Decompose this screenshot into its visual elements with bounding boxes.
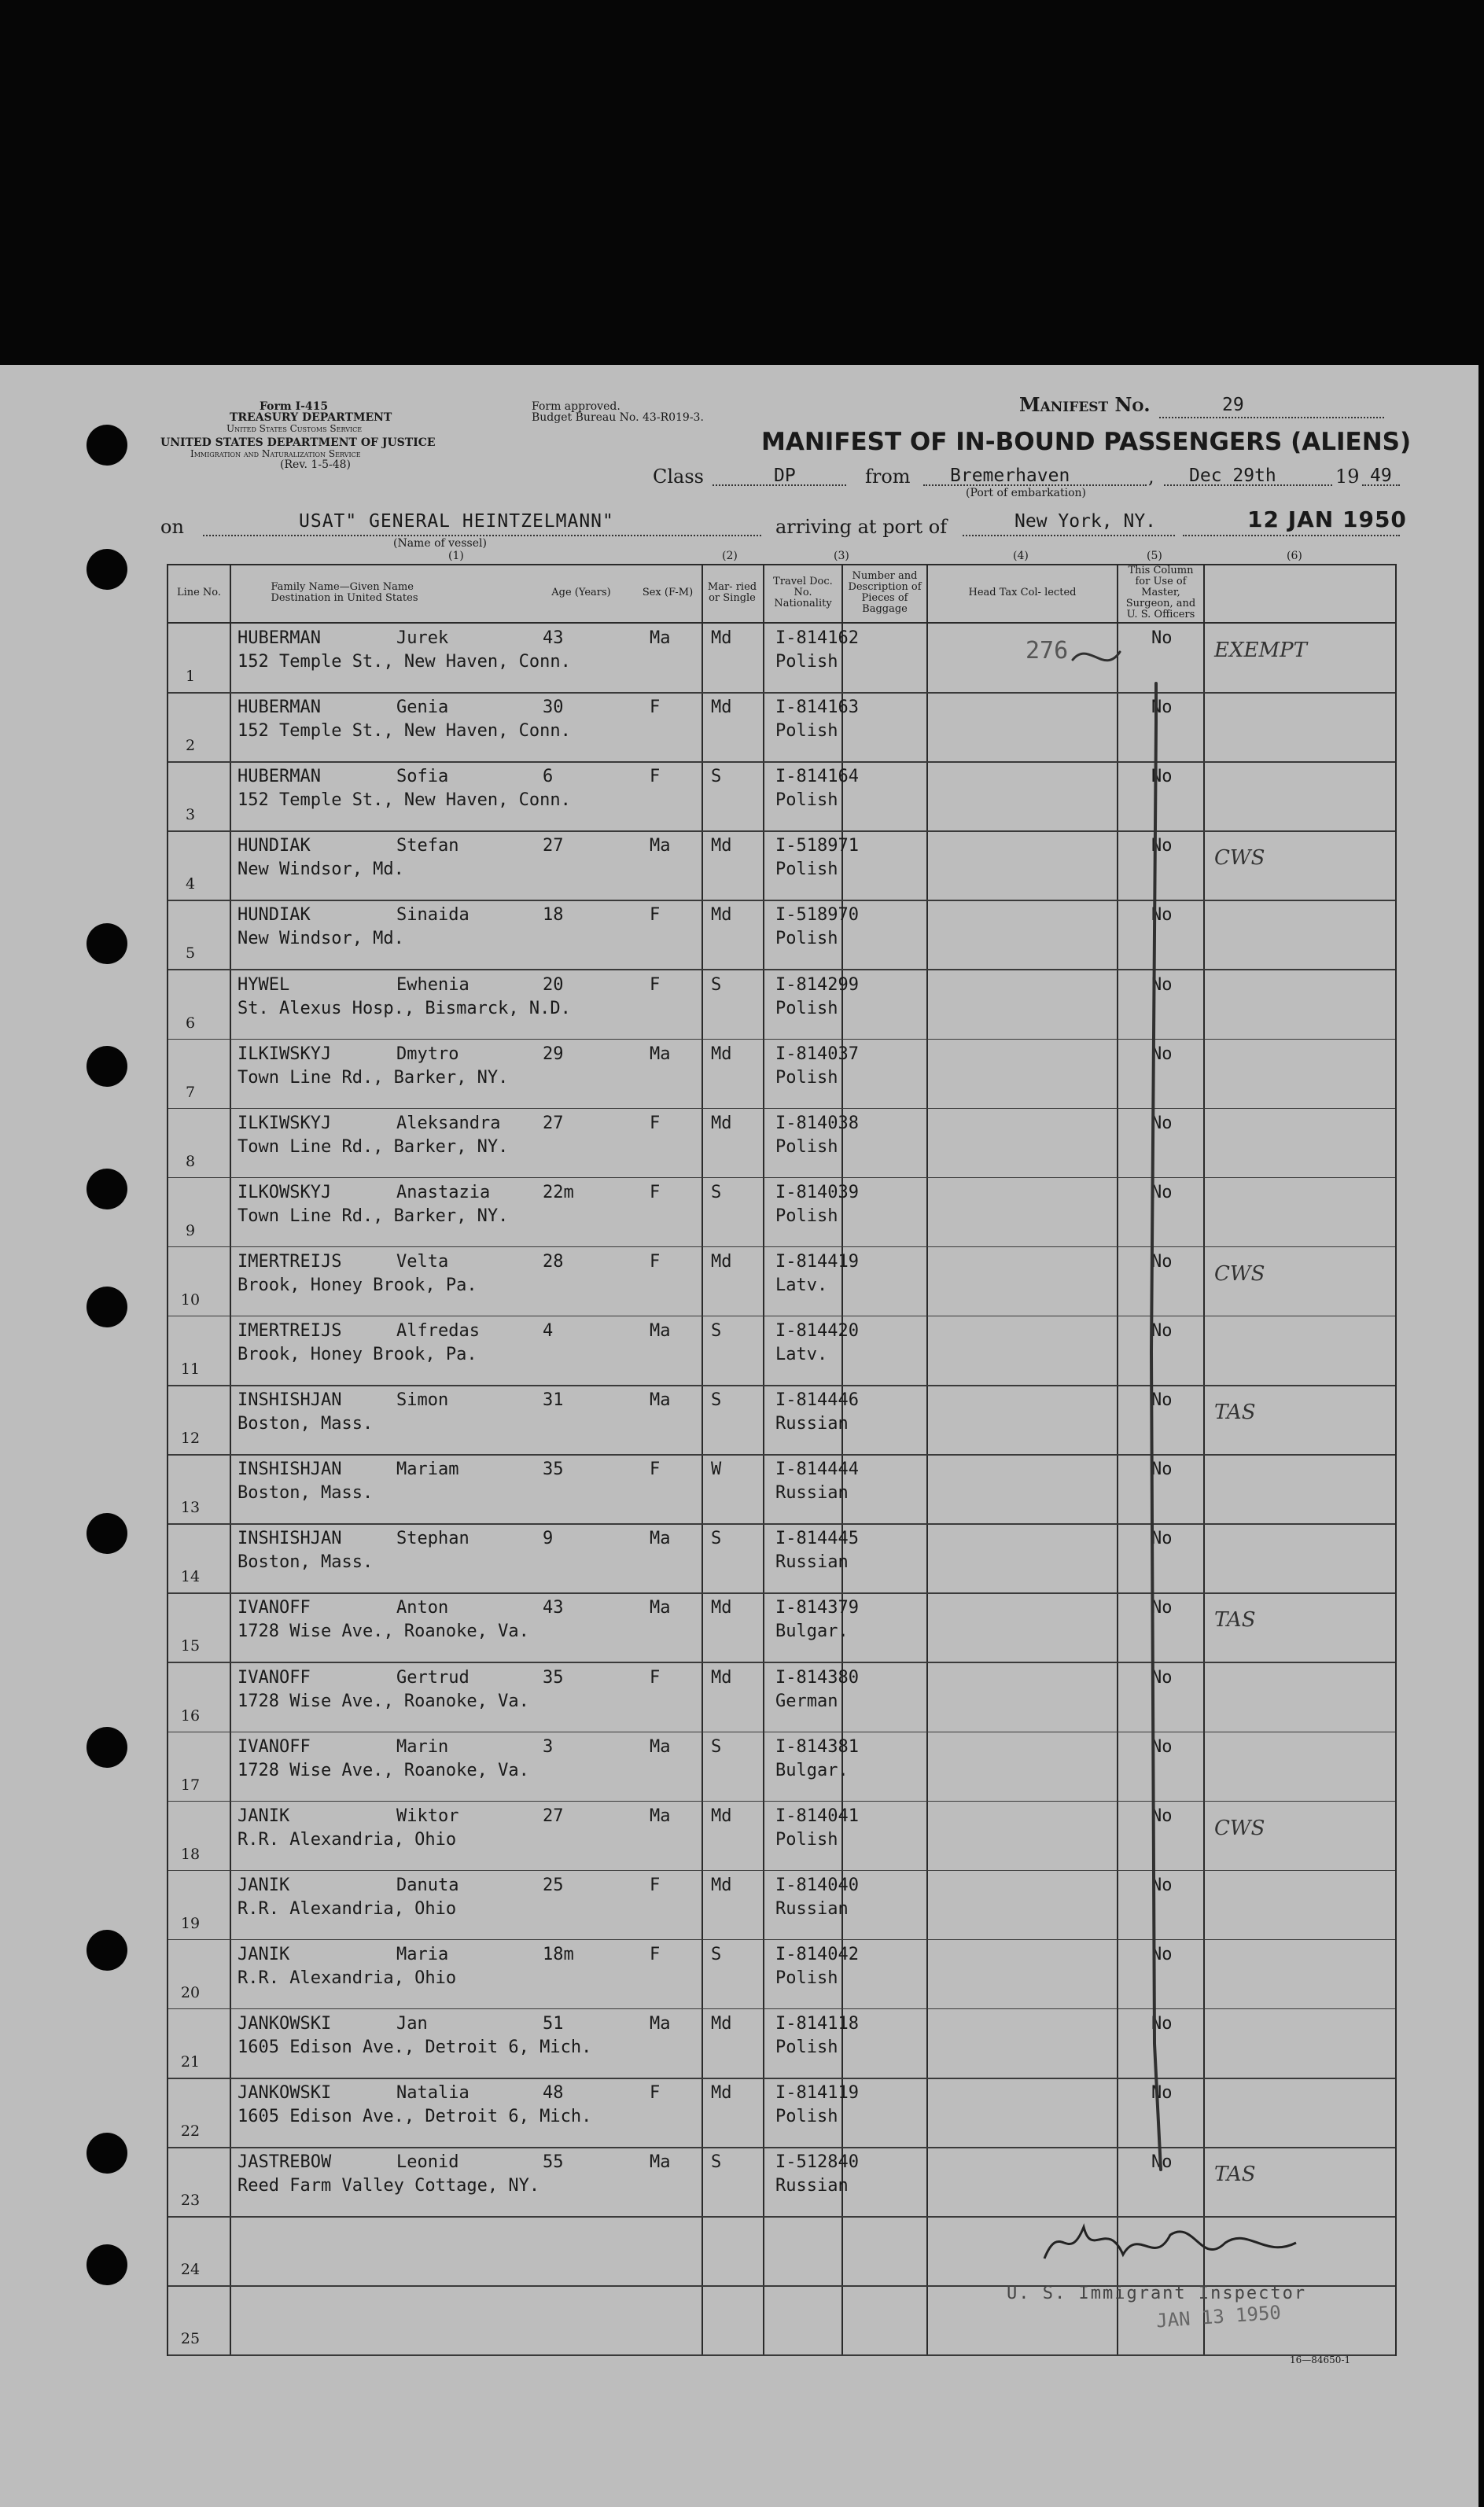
inspection-stamp: JAN 13 1950 xyxy=(1155,2301,1282,2332)
given-name: Marin xyxy=(396,1736,449,1757)
line-number: 12 xyxy=(180,1430,201,1448)
age-value: 55 xyxy=(543,2152,564,2173)
given-name: Mariam xyxy=(396,1460,459,1480)
travel-doc-number: I-814446 xyxy=(775,1390,859,1411)
given-name: Velta xyxy=(396,1251,449,1272)
given-name: Gertrud xyxy=(396,1667,470,1688)
marital-status: Md xyxy=(711,1044,732,1064)
marital-status: S xyxy=(711,974,722,995)
family-name: HUNDIAK xyxy=(238,905,311,926)
destination: St. Alexus Hosp., Bismarck, N.D. xyxy=(238,998,571,1018)
age-value: 27 xyxy=(543,1113,564,1133)
family-name: JANIK xyxy=(238,1806,290,1826)
header-married: Mar- ried or Single xyxy=(707,581,757,604)
family-name: IVANOFF xyxy=(238,1598,311,1618)
form-approved: Form approved. xyxy=(532,400,620,413)
age-value: 25 xyxy=(543,1875,564,1895)
tax-collected: No xyxy=(1151,698,1173,718)
travel-doc-number: I-814037 xyxy=(775,1044,859,1064)
age-value: 4 xyxy=(543,1321,554,1341)
age-value: 29 xyxy=(543,1044,564,1064)
marital-status: Md xyxy=(711,2083,732,2104)
given-name: Jan xyxy=(396,2014,428,2034)
sex-value: Ma xyxy=(650,2014,671,2034)
handwritten-marks xyxy=(168,565,1395,2354)
col-number: (1) xyxy=(448,550,464,562)
travel-doc-number: I-512840 xyxy=(775,2152,859,2173)
given-name: Stephan xyxy=(396,1529,470,1549)
sex-value: Ma xyxy=(650,1598,671,1618)
passenger-table xyxy=(167,564,1397,2356)
tax-collected: No xyxy=(1151,1182,1173,1202)
age-value: 31 xyxy=(543,1390,564,1411)
destination: New Windsor, Md. xyxy=(238,860,404,880)
given-name: Dmytro xyxy=(396,1044,459,1064)
tax-collected: No xyxy=(1151,905,1173,926)
sex-value: F xyxy=(650,974,661,995)
year-prefix: 19 xyxy=(1335,466,1360,488)
justice-department: UNITED STATES DEPARTMENT OF JUSTICE xyxy=(160,436,436,449)
age-value: 3 xyxy=(543,1736,554,1757)
family-name: HUNDIAK xyxy=(238,836,311,856)
header-baggage: Number and Description of Pieces of Baggage xyxy=(848,570,922,615)
travel-doc-number: I-814419 xyxy=(775,1251,859,1272)
line-number: 17 xyxy=(180,1776,201,1794)
age-value: 18m xyxy=(543,1944,574,1964)
line-number: 7 xyxy=(185,1083,196,1101)
destination: Town Line Rd., Barker, NY. xyxy=(238,1067,509,1088)
nationality: Polish xyxy=(775,998,838,1018)
age-value: 43 xyxy=(543,628,564,648)
nationality: Latv. xyxy=(775,1345,828,1364)
budget-number: Budget Bureau No. 43-R019-3. xyxy=(532,411,704,424)
travel-doc-number: I-814381 xyxy=(775,1736,859,1757)
manifest-label: Manifest No. xyxy=(1019,393,1151,416)
travel-doc-number: I-814445 xyxy=(775,1529,859,1549)
destination: Boston, Mass. xyxy=(238,1552,374,1573)
line-number: 16 xyxy=(180,1706,201,1725)
col-number: (5) xyxy=(1147,550,1162,562)
punch-hole xyxy=(87,1930,127,1971)
line-number: 1 xyxy=(185,668,196,685)
manifest-number: 29 xyxy=(1222,395,1244,415)
family-name: HUBERMAN xyxy=(238,767,321,787)
tax-collected: No xyxy=(1151,1806,1173,1826)
line-number: 8 xyxy=(185,1152,196,1170)
age-value: 27 xyxy=(543,836,564,856)
given-name: Jurek xyxy=(396,628,449,648)
punch-hole xyxy=(87,549,127,590)
travel-doc-number: I-814119 xyxy=(775,2083,859,2104)
marital-status: S xyxy=(711,1321,722,1341)
travel-doc-number: I-814038 xyxy=(775,1113,859,1133)
header-travel: Travel Doc. No. Nationality xyxy=(773,576,833,609)
departure-year: 49 xyxy=(1370,466,1392,486)
header-officers: This Column for Use of Master, Surgeon, and U. S. Officers xyxy=(1125,565,1196,620)
line-number: 6 xyxy=(185,1014,196,1032)
destination: 1728 Wise Ave., Roanoke, Va. xyxy=(238,1760,529,1780)
sex-value: F xyxy=(650,1251,661,1272)
travel-doc-number: I-814163 xyxy=(775,698,859,718)
officer-note: CWS xyxy=(1214,1261,1265,1286)
destination: 152 Temple St., New Haven, Conn. xyxy=(238,790,571,811)
vessel-name: USAT" GENERAL HEINTZELMANN" xyxy=(299,511,614,532)
family-name: INSHISHJAN xyxy=(238,1529,342,1549)
header-tax: Head Tax Col- lected xyxy=(968,587,1077,598)
marital-status: S xyxy=(711,1182,722,1202)
tax-collected: No xyxy=(1151,1390,1173,1411)
line-number: 21 xyxy=(180,2053,201,2071)
travel-doc-number: I-814041 xyxy=(775,1806,859,1826)
marital-status: Md xyxy=(711,1667,732,1688)
arriving-label: arriving at port of xyxy=(775,516,948,538)
age-value: 20 xyxy=(543,974,564,995)
given-name: Danuta xyxy=(396,1875,459,1895)
form-revision: (Rev. 1-5-48) xyxy=(280,458,351,471)
family-name: INSHISHJAN xyxy=(238,1460,342,1480)
punch-hole xyxy=(87,2133,127,2174)
line-number: 2 xyxy=(185,737,196,755)
marital-status: Md xyxy=(711,1251,732,1272)
sex-value: Ma xyxy=(650,1390,671,1411)
sex-value: F xyxy=(650,767,661,787)
given-name: Alfredas xyxy=(396,1321,480,1341)
destination: Boston, Mass. xyxy=(238,1483,374,1504)
vessel-note: (Name of vessel) xyxy=(393,537,487,550)
line-number: 9 xyxy=(185,1221,196,1239)
nationality: Polish xyxy=(775,929,838,949)
tax-collected: No xyxy=(1151,1460,1173,1480)
family-name: IVANOFF xyxy=(238,1667,311,1688)
nationality: Polish xyxy=(775,1067,838,1088)
destination: 1605 Edison Ave., Detroit 6, Mich. xyxy=(238,2107,592,2127)
class-label: Class xyxy=(653,466,704,488)
customs-service: United States Customs Service xyxy=(226,423,363,434)
tax-collected: No xyxy=(1151,2014,1173,2034)
destination: R.R. Alexandria, Ohio xyxy=(238,1829,457,1850)
col-number: (3) xyxy=(834,550,849,562)
given-name: Stefan xyxy=(396,836,459,856)
nationality: Polish xyxy=(775,1206,838,1226)
tax-collected: No xyxy=(1151,836,1173,856)
age-value: 18 xyxy=(543,905,564,926)
officer-note: TAS xyxy=(1214,1401,1256,1425)
given-name: Ewhenia xyxy=(396,974,470,995)
line-number: 22 xyxy=(180,2122,201,2141)
tax-collected: No xyxy=(1151,1736,1173,1757)
line-number: 11 xyxy=(180,1360,201,1378)
nationality: Russian xyxy=(775,2176,849,2196)
travel-doc-number: I-814040 xyxy=(775,1875,859,1895)
nationality: Polish xyxy=(775,2038,838,2057)
punch-hole xyxy=(87,1513,127,1554)
destination: Brook, Honey Brook, Pa. xyxy=(238,1345,477,1364)
header-sex: Sex (F-M) xyxy=(642,587,694,598)
embarkation-note: (Port of embarkation) xyxy=(966,487,1086,499)
family-name: HUBERMAN xyxy=(238,698,321,718)
line-number: 5 xyxy=(185,944,196,963)
line-number: 24 xyxy=(180,2261,201,2279)
line-number: 4 xyxy=(185,875,196,893)
sex-value: F xyxy=(650,1182,661,1202)
destination: 1728 Wise Ave., Roanoke, Va. xyxy=(238,1622,529,1642)
sex-value: F xyxy=(650,2083,661,2104)
sex-value: Ma xyxy=(650,1806,671,1826)
line-number: 19 xyxy=(180,1914,201,1932)
sex-value: F xyxy=(650,1667,661,1688)
given-name: Anastazia xyxy=(396,1182,491,1202)
family-name: JANKOWSKI xyxy=(238,2083,332,2104)
family-name: JASTREBOW xyxy=(238,2152,332,2173)
marital-status: S xyxy=(711,1944,722,1964)
marital-status: Md xyxy=(711,1113,732,1133)
sex-value: Ma xyxy=(650,628,671,648)
given-name: Maria xyxy=(396,1944,449,1964)
ins-service: Immigration and Naturalization Service xyxy=(190,448,361,459)
marital-status: S xyxy=(711,767,722,787)
age-value: 35 xyxy=(543,1667,564,1688)
sex-value: F xyxy=(650,1944,661,1964)
col-number: (6) xyxy=(1287,550,1302,562)
family-name: JANIK xyxy=(238,1944,290,1964)
age-value: 22m xyxy=(543,1182,574,1202)
sex-value: F xyxy=(650,1113,661,1133)
travel-doc-number: I-814042 xyxy=(775,1944,859,1964)
marital-status: S xyxy=(711,2152,722,2173)
officer-note: EXEMPT xyxy=(1214,639,1307,662)
marital-status: Md xyxy=(711,1598,732,1618)
sex-value: Ma xyxy=(650,1529,671,1549)
from-label: from xyxy=(865,466,911,488)
age-value: 28 xyxy=(543,1251,564,1272)
destination: Town Line Rd., Barker, NY. xyxy=(238,1136,509,1157)
given-name: Simon xyxy=(396,1390,449,1411)
sex-value: Ma xyxy=(650,836,671,856)
arrival-port: New York, NY. xyxy=(1014,511,1157,532)
nationality: Bulgar. xyxy=(775,1622,849,1642)
tax-collected: No xyxy=(1151,1598,1173,1618)
family-name: ILKIWSKYJ xyxy=(238,1044,332,1064)
manifest-underline xyxy=(1159,417,1384,418)
marital-status: Md xyxy=(711,698,732,718)
travel-doc-number: I-518971 xyxy=(775,836,859,856)
nationality: Polish xyxy=(775,1968,838,1988)
sex-value: Ma xyxy=(650,1044,671,1064)
col-number: (2) xyxy=(722,550,738,562)
line-number: 15 xyxy=(180,1637,201,1655)
marital-status: Md xyxy=(711,628,732,648)
punch-hole xyxy=(87,1727,127,1768)
family-name: JANIK xyxy=(238,1875,290,1895)
family-name: HUBERMAN xyxy=(238,628,321,648)
sex-value: Ma xyxy=(650,1321,671,1341)
tax-collected: No xyxy=(1151,1667,1173,1688)
inspector-signature xyxy=(1037,2211,1367,2282)
arrival-date-stamp: 12 JAN 1950 xyxy=(1247,506,1407,532)
nationality: German xyxy=(775,1691,838,1711)
family-name: ILKIWSKYJ xyxy=(238,1113,332,1133)
sex-value: F xyxy=(650,1875,661,1895)
nationality: Polish xyxy=(775,860,838,880)
officer-note: TAS xyxy=(1214,2163,1256,2187)
family-name: IMERTREIJS xyxy=(238,1251,342,1272)
marital-status: W xyxy=(711,1460,722,1480)
header-age: Age (Years) xyxy=(551,587,611,598)
family-name: ILKOWSKYJ xyxy=(238,1182,332,1202)
given-name: Anton xyxy=(396,1598,449,1618)
age-value: 48 xyxy=(543,2083,564,2104)
line-number: 13 xyxy=(180,1499,201,1517)
tax-collected: No xyxy=(1151,1875,1173,1895)
tax-collected: No xyxy=(1151,2083,1173,2104)
travel-doc-number: I-814039 xyxy=(775,1182,859,1202)
destination: Town Line Rd., Barker, NY. xyxy=(238,1206,509,1226)
destination: R.R. Alexandria, Ohio xyxy=(238,1898,457,1919)
travel-doc-number: I-814420 xyxy=(775,1321,859,1341)
sex-value: F xyxy=(650,698,661,718)
family-name: IMERTREIJS xyxy=(238,1321,342,1341)
marital-status: S xyxy=(711,1736,722,1757)
tax-collected: No xyxy=(1151,2152,1173,2173)
tax-collected: No xyxy=(1151,1321,1173,1341)
officer-note: CWS xyxy=(1214,846,1265,871)
punch-hole xyxy=(87,1046,127,1087)
given-name: Genia xyxy=(396,698,449,718)
punch-hole xyxy=(87,425,127,466)
age-value: 51 xyxy=(543,2014,564,2034)
class-value: DP xyxy=(774,466,796,486)
family-name: HYWEL xyxy=(238,974,290,995)
punch-hole xyxy=(87,923,127,964)
marital-status: Md xyxy=(711,836,732,856)
form-number: Form I-415 xyxy=(260,400,329,413)
destination: Boston, Mass. xyxy=(238,1414,374,1434)
tax-collected: No xyxy=(1151,628,1173,648)
line-number: 25 xyxy=(180,2330,201,2348)
family-name: IVANOFF xyxy=(238,1736,311,1757)
nationality: Polish xyxy=(775,2107,838,2127)
nationality: Bulgar. xyxy=(775,1760,849,1780)
nationality: Polish xyxy=(775,721,838,742)
marital-status: Md xyxy=(711,2014,732,2034)
sex-value: F xyxy=(650,1460,661,1480)
sex-value: Ma xyxy=(650,1736,671,1757)
destination: Brook, Honey Brook, Pa. xyxy=(238,1275,477,1295)
marital-status: Md xyxy=(711,1806,732,1826)
age-value: 35 xyxy=(543,1460,564,1480)
given-name: Wiktor xyxy=(396,1806,459,1826)
given-name: Leonid xyxy=(396,2152,459,2173)
destination: 1728 Wise Ave., Roanoke, Va. xyxy=(238,1691,529,1711)
tax-collected: No xyxy=(1151,1944,1173,1964)
age-value: 9 xyxy=(543,1529,554,1549)
officer-note: TAS xyxy=(1214,1608,1256,1633)
age-value: 27 xyxy=(543,1806,564,1826)
header-line: Line No. xyxy=(176,587,222,598)
destination: 152 Temple St., New Haven, Conn. xyxy=(238,721,571,742)
treasury-department: TREASURY DEPARTMENT xyxy=(230,411,392,424)
departure-date: Dec 29th xyxy=(1189,466,1276,486)
tax-collected: No xyxy=(1151,1251,1173,1272)
tax-collected: No xyxy=(1151,1529,1173,1549)
travel-doc-number: I-814164 xyxy=(775,767,859,787)
marital-status: S xyxy=(711,1529,722,1549)
travel-doc-number: I-518970 xyxy=(775,905,859,926)
nationality: Polish xyxy=(775,790,838,811)
travel-doc-number: I-814299 xyxy=(775,974,859,995)
nationality: Polish xyxy=(775,1829,838,1850)
travel-doc-number: I-814118 xyxy=(775,2014,859,2034)
travel-doc-number: I-814380 xyxy=(775,1667,859,1688)
punch-hole xyxy=(87,2244,127,2285)
embarkation-port: Bremerhaven xyxy=(950,466,1070,486)
sex-value: F xyxy=(650,905,661,926)
nationality: Polish xyxy=(775,652,838,672)
age-value: 6 xyxy=(543,767,554,787)
travel-doc-number: I-814444 xyxy=(775,1460,859,1480)
destination: Reed Farm Valley Cottage, NY. xyxy=(238,2176,540,2196)
family-name: INSHISHJAN xyxy=(238,1390,342,1411)
col-number: (4) xyxy=(1013,550,1029,562)
punch-hole xyxy=(87,1287,127,1327)
line-number: 10 xyxy=(180,1290,201,1309)
destination: R.R. Alexandria, Ohio xyxy=(238,1968,457,1988)
nationality: Russian xyxy=(775,1414,849,1434)
given-name: Natalia xyxy=(396,2083,470,2104)
nationality: Polish xyxy=(775,1136,838,1157)
nationality: Russian xyxy=(775,1483,849,1504)
officer-note: CWS xyxy=(1214,1816,1265,1840)
line-number: 20 xyxy=(180,1983,201,2001)
family-name: JANKOWSKI xyxy=(238,2014,332,2034)
age-value: 43 xyxy=(543,1598,564,1618)
tax-collected: No xyxy=(1151,1113,1173,1133)
print-code: 16—84650-1 xyxy=(1290,2354,1351,2365)
travel-doc-number: I-814379 xyxy=(775,1598,859,1618)
tax-collected: No xyxy=(1151,974,1173,995)
destination: 1605 Edison Ave., Detroit 6, Mich. xyxy=(238,2038,592,2057)
marital-status: Md xyxy=(711,1875,732,1895)
given-name: Aleksandra xyxy=(396,1113,501,1133)
tax-collected: No xyxy=(1151,767,1173,787)
nationality: Russian xyxy=(775,1898,849,1919)
sex-value: Ma xyxy=(650,2152,671,2173)
page-title: MANIFEST OF IN-BOUND PASSENGERS (ALIENS) xyxy=(761,428,1412,456)
manifest-sheet: Form I-415 TREASURY DEPARTMENT United States Customs Service UNITED STATES DEPARTMENT OF JUSTICE Immigration and Naturalization Service (Rev. 1-5-48) Form approved. Budget Bureau No. 43-R019-3. Manifest No. 29 MANIFEST OF IN-BOUND PASSENGERS (ALIENS) Class DP from Bremerhaven (Port of embarkation) , Dec 29th 19 49 on USAT" GENERAL HEINTZELMANN" (Name of vessel) arriving at port of New York, NY. 12 JAN 1950 (1) (2) (3) (4) (5) (6) Line No. Family Name—Given Name Destination in United States Age (Years) Sex (F-M) Mar- ried or Single Travel Doc. No. Nationality Number and Description of Pieces of Baggage Head Tax Col- lected This Column for Use of Master, Surgeon, and U. S. Officers 1 HUBERMAN Jurek 152 Temple St., New Haven, Conn. 43 Ma Md I-814162 Polish 276 No EXEMPT 2 HUBERMAN Genia 152 Temple St., New Haven, Conn. 30 F Md I-814163 Polish No 3 HUBERMAN Sofia 152 Temple St., New Haven, Conn. 6 F S I-814164 Polish No 4 HUNDIAK Stefan New Windsor, Md. 27 Ma Md I-518971 Polish No CWS 5 HUNDIAK Sinaida New Windsor, Md. 18 F Md I-518970 Polish No 6 HYWEL Ewhenia St. Alexus Hosp., Bismarck, N.D. 20 F S I-814299 Polish No 7 ILKIWSKYJ Dmytro Town Line Rd., Barker, NY. 29 Ma Md I-814037 Polish No 8 ILKIWSKYJ Aleksandra Town Line Rd., Barker, NY. 27 F Md I-814038 Polish No 9 ILKOWSKYJ Anastazia Town Line Rd., Barker, NY. 22m F S I-814039 Polish No 10 IMERTREIJS Velta Brook, Honey Brook, Pa. 28 F Md I-814419 Latv. No CWS 11 IMERTREIJS Alfredas Brook, Honey Brook, Pa. 4 Ma S I-814420 Latv. No 12 INSHISHJAN Simon Boston, Mass. 31 Ma S I-814446 Russian No TAS 13 INSHISHJAN Mariam Boston, Mass. 35 F W I-814444 Russian No 14 INSHISHJAN Stephan Boston, Mass. 9 Ma S I-814445 Russian No 15 IVANOFF Anton 1728 Wise Ave., Roanoke, Va. 43 Ma Md I-814379 Bulgar. No TAS 16 IVANOFF Gertrud 1728 Wise Ave., Roanoke, Va. 35 F Md I-814380 German No 17 IVANOFF Marin 1728 Wise Ave., Roanoke, Va. 3 Ma S I-814381 Bulgar. No 18 JANIK Wiktor R.R. Alexandria, Ohio 27 Ma Md I-814041 Polish No CWS 19 JANIK Danuta R.R. Alexandria, Ohio 25 F Md I-814040 Russian No 20 JANIK Maria R.R. Alexandria, Ohio 18m F S I-814042 Polish No 21 JANKOWSKI Jan 1605 Edison Ave., Detroit 6, Mich. 51 Ma Md I-814118 Polish No 22 JANKOWSKI Natalia 1605 Edison Ave., Detroit 6, Mich. 48 F Md I-814119 Polish No 23 JASTREBOW Leonid Reed Farm Valley Cottage, NY. 55 Ma S I-512840 Russian No TAS 24 25 U. S. Immigrant Inspector JAN 13 1950 16—84650-1 xyxy=(0,365,1478,2507)
nationality: Russian xyxy=(775,1552,849,1573)
given-name: Sinaida xyxy=(396,905,470,926)
given-name: Sofia xyxy=(396,767,449,787)
inspector-title: U. S. Immigrant Inspector xyxy=(1007,2284,1307,2303)
line-number: 23 xyxy=(180,2192,201,2210)
marital-status: S xyxy=(711,1390,722,1411)
line-number: 14 xyxy=(180,1568,201,1586)
punch-hole xyxy=(87,1169,127,1209)
tax-collected: No xyxy=(1151,1044,1173,1064)
destination: 152 Temple St., New Haven, Conn. xyxy=(238,652,571,672)
marital-status: Md xyxy=(711,905,732,926)
age-value: 30 xyxy=(543,698,564,718)
line-number: 18 xyxy=(180,1845,201,1863)
line-number: 3 xyxy=(185,806,196,824)
nationality: Latv. xyxy=(775,1275,828,1295)
header-name: Family Name—Given Name Destination in United States xyxy=(271,581,418,604)
destination: New Windsor, Md. xyxy=(238,929,404,949)
on-label: on xyxy=(160,516,184,538)
baggage-value: 276 xyxy=(1026,637,1069,664)
travel-doc-number: I-814162 xyxy=(775,628,859,648)
